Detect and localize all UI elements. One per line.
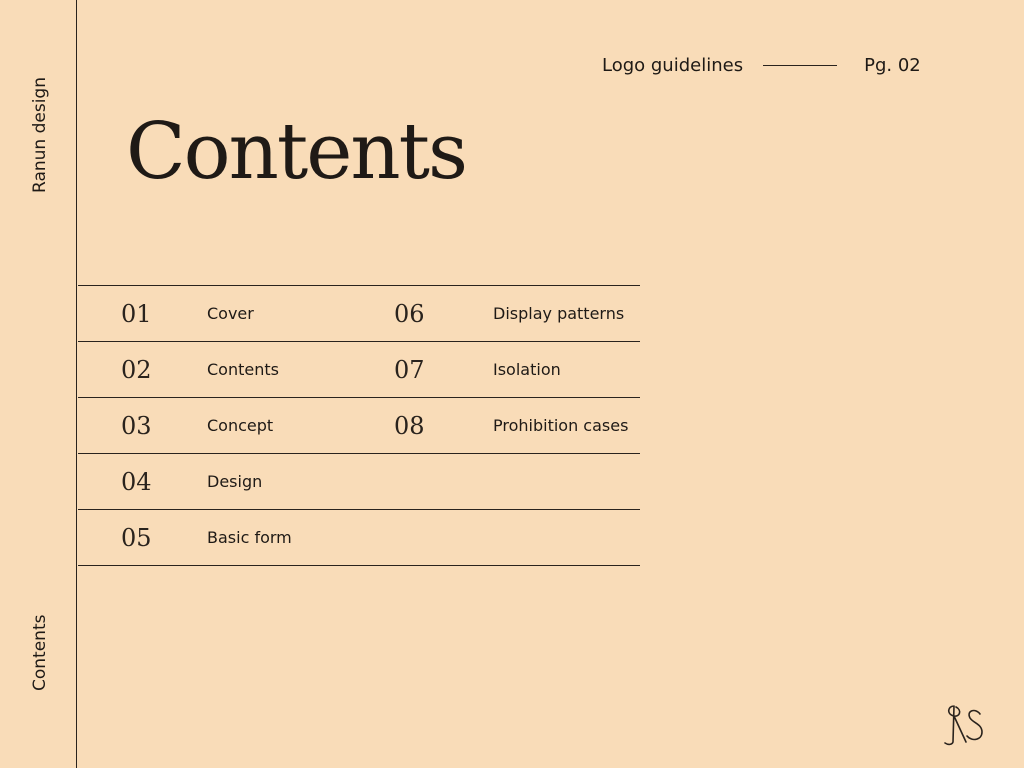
toc-row [78,453,640,509]
toc-entry-label: Design [207,472,263,491]
toc-number: 05 [121,524,152,552]
toc-entry-label: Prohibition cases [493,416,629,435]
toc-row [78,341,640,397]
header-rule [763,65,837,66]
toc-number: 07 [394,356,425,384]
toc-row [78,285,640,341]
toc-number: 02 [121,356,152,384]
toc-number: 08 [394,412,425,440]
sidebar-brand-label: Ranun design [30,77,50,193]
vertical-divider [76,0,77,768]
toc-entry-label: Concept [207,416,274,435]
toc-entry-label: Display patterns [493,304,625,323]
toc-entry-label: Basic form [207,528,292,547]
toc-number: 04 [121,468,152,496]
toc-row [78,509,640,566]
header [602,55,921,76]
page-title: Contents [126,107,466,197]
header-section-title: Logo guidelines [602,55,744,76]
toc-entry-label: Contents [207,360,279,379]
toc-entry-label: Cover [207,304,254,323]
sidebar-section-label: Contents [30,614,50,691]
table-of-contents [78,285,640,566]
monogram-logo-icon [940,702,988,746]
toc-number: 06 [394,300,425,328]
toc-entry-label: Isolation [493,360,561,379]
toc-number: 03 [121,412,152,440]
toc-number: 01 [121,300,152,328]
page-number: Pg. 02 [864,55,921,76]
toc-row [78,397,640,453]
